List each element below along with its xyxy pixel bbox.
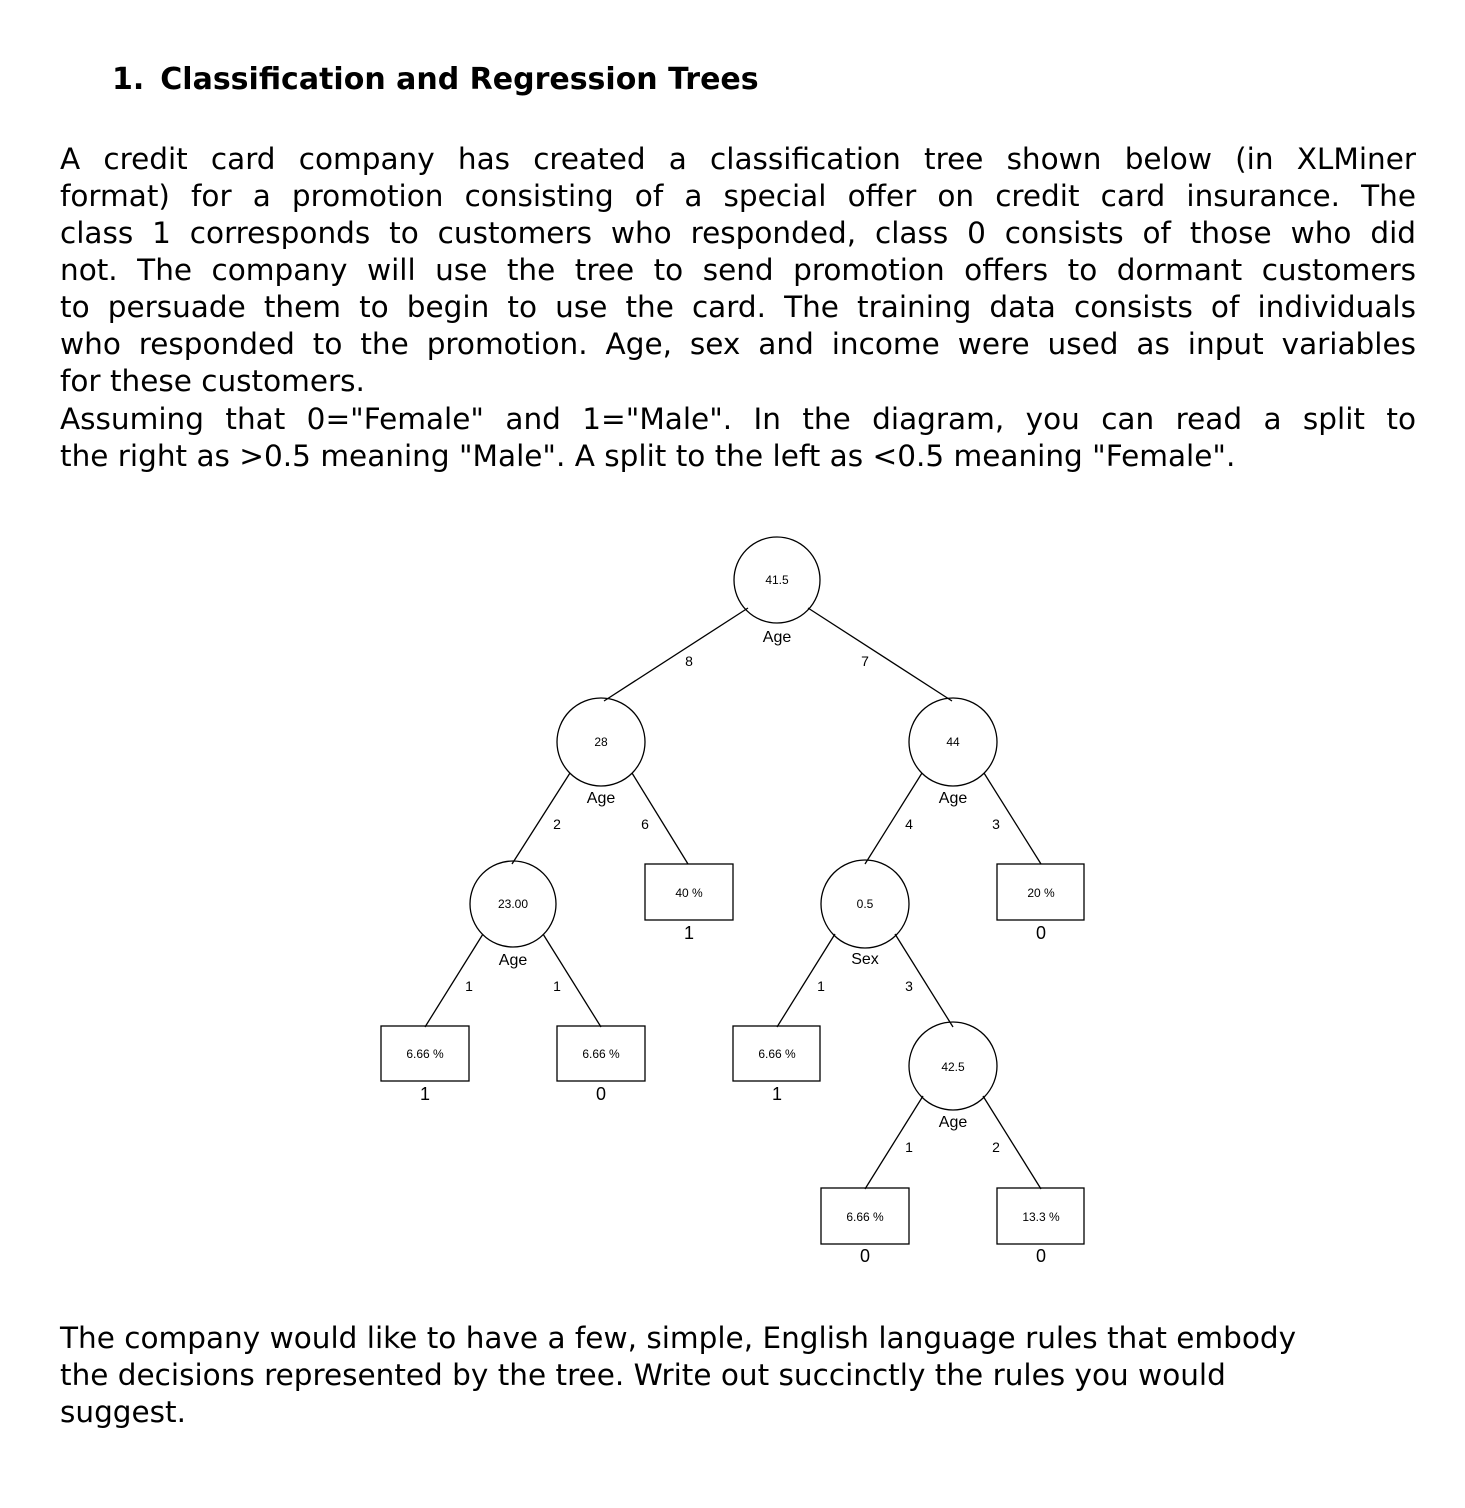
edge-count-right-right: 3 — [992, 816, 1000, 832]
intro-line: format) for a promotion consisting of a special offer on credit card insurance. The — [60, 179, 1416, 213]
question-line: suggest. — [60, 1395, 186, 1429]
edge-right-left — [865, 773, 922, 864]
edge-count-left-left: 2 — [553, 816, 561, 832]
node-left-variable: Age — [586, 790, 616, 807]
edge-count-right-left: 4 — [905, 816, 913, 832]
leaf-lr-percent: 40 % — [675, 886, 703, 900]
node-root-value: 41.5 — [765, 573, 789, 587]
edge-left-left — [512, 773, 570, 864]
question-paragraph — [60, 1320, 1430, 1431]
edge-ll-left — [425, 934, 483, 1027]
assumption-line: the right as >0.5 meaning "Male". A split to the left as <0.5 meaning "Female". — [60, 439, 1236, 473]
intro-line: A credit card company has created a classification tree shown below (in XLMiner — [60, 142, 1416, 176]
edge-count-rl-right: 3 — [905, 978, 913, 994]
node-right-value: 44 — [946, 735, 960, 749]
intro-line: not. The company will use the tree to send promotion offers to dormant customers — [60, 253, 1416, 287]
edge-count-rl-left: 1 — [817, 978, 825, 994]
edge-count-left-right: 6 — [641, 816, 649, 832]
edge-count-root-left: 8 — [685, 653, 693, 669]
leaf-lll-percent: 6.66 % — [406, 1047, 444, 1061]
node-right-variable: Age — [938, 790, 968, 807]
edge-root-left — [604, 608, 748, 701]
leaf-rlrl-percent: 6.66 % — [846, 1210, 884, 1224]
question-line: The company would like to have a few, simple, English language rules that embody — [60, 1321, 1297, 1355]
node-rl-value: 0.5 — [856, 897, 874, 911]
edge-count-root-right: 7 — [861, 653, 869, 669]
edge-count-ll-right: 1 — [553, 978, 561, 994]
assumption-line: Assuming that 0="Female" and 1="Male". In the diagram, you can read a split to — [60, 402, 1416, 436]
edge-rl-right — [895, 934, 953, 1027]
leaf-rr-percent: 20 % — [1027, 886, 1055, 900]
node-ll-variable: Age — [498, 952, 528, 969]
intro-line: who responded to the promotion. Age, sex and income were used as input variables — [60, 327, 1416, 361]
node-rlr-value: 42.5 — [941, 1060, 965, 1074]
edge-count-rlr-left: 1 — [905, 1139, 913, 1155]
edge-root-right — [808, 608, 952, 701]
leaf-rlrl-class: 0 — [859, 1246, 871, 1266]
leaf-rr-class: 0 — [1035, 923, 1047, 943]
leaf-lr-class: 1 — [683, 923, 695, 943]
edge-count-ll-left: 1 — [465, 978, 473, 994]
intro-line: class 1 corresponds to customers who responded, class 0 consists of those who did — [60, 216, 1416, 250]
section-number: 1. — [112, 62, 145, 97]
edge-rlr-left — [865, 1096, 923, 1189]
leaf-rll-class: 1 — [771, 1084, 783, 1104]
node-ll-value: 23.00 — [497, 897, 529, 911]
intro-line: for these customers. — [60, 364, 365, 398]
node-left-value: 28 — [594, 735, 608, 749]
leaf-lll-class: 1 — [419, 1084, 431, 1104]
section-title: Classification and Regression Trees — [160, 62, 759, 97]
leaf-llr-percent: 6.66 % — [582, 1047, 620, 1061]
leaf-rlrr-percent: 13.3 % — [1022, 1210, 1060, 1224]
leaf-rll-percent: 6.66 % — [758, 1047, 796, 1061]
intro-line: to persuade them to begin to use the card. The training data consists of individuals — [60, 290, 1416, 324]
question-line: the decisions represented by the tree. Write out succinctly the rules you would — [60, 1358, 1226, 1392]
edge-count-rlr-right: 2 — [992, 1139, 1000, 1155]
node-rlr-variable: Age — [938, 1114, 968, 1131]
node-rl-variable: Sex — [851, 951, 879, 968]
leaf-llr-class: 0 — [595, 1084, 607, 1104]
node-root-variable: Age — [762, 629, 792, 646]
edge-rl-left — [777, 934, 835, 1027]
leaf-rlrr-class: 0 — [1035, 1246, 1047, 1266]
edge-ll-right — [543, 934, 601, 1027]
